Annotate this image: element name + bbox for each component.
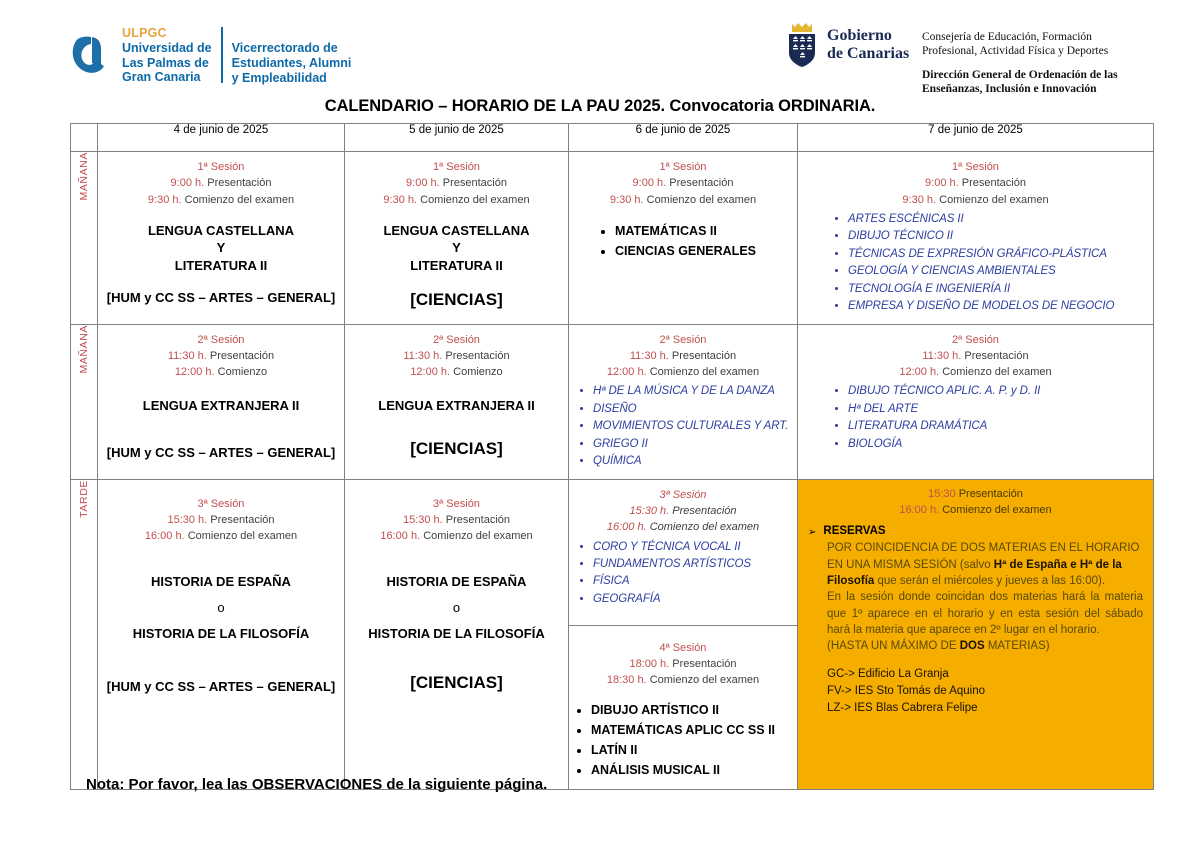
session-label-1: Presentación [672,505,737,518]
session-name: 3ª Sesión [197,497,245,510]
modality-tag: [HUM y CC SS – ARTES – GENERAL] [106,678,336,694]
row-label-manana-1 [71,152,98,325]
session-name: 4ª Sesión [659,641,707,654]
table-row-session-2 [71,324,1154,479]
subject-list-item: • GRIEGO II [593,436,791,453]
ulpgc-name-line-2: Las Palmas de [122,55,209,70]
ulpgc-unit-line-1: Vicerrectorado de [231,41,338,55]
gobierno-name-line-2: de Canarias [827,45,910,62]
session-label-1: Presentación [209,349,275,362]
subject-list-item: • LATÍN II [591,740,791,760]
subject-line-3: LITERATURA II [410,257,503,273]
reservas-p1-part-c: que serán el miércoles y jueves a las 16:00). [874,574,1106,587]
reservas-title: RESERVAS [823,525,886,538]
gobierno-department-text [922,30,1118,97]
subject-list-item: • DIBUJO ARTÍSTICO II [591,700,791,720]
session-time-1: 11:30 h. [922,349,962,362]
session-time-1: 11:30 h. [629,349,669,362]
session-name: 1ª Sesión [952,161,999,173]
session-time-1: 11:30 h. [403,349,443,362]
cell-day3-session3-and-4 [569,479,798,789]
session-time-2: 16:00 h. [144,530,185,543]
session-label-2: Comienzo del examen [942,366,1052,379]
page-header [0,0,1200,98]
subcell-session-4 [569,626,797,789]
canarias-shield-icon [784,22,820,68]
subject-line-2: Y [452,240,461,256]
ulpgc-unit-line-3: y Empleabilidad [231,70,327,85]
reservas-paragraph-1 [827,540,1143,589]
subject-line-1: LENGUA EXTRANJERA II [142,398,300,414]
session-time-1: 9:00 h. [925,177,959,190]
session-label-2: Comienzo del examen [649,521,760,534]
session-time-1: 9:00 h. [632,177,667,190]
cell-day1-session2 [98,324,345,479]
ulpgc-logo-block [68,26,351,85]
session-label-2: Comienzo del examen [649,366,760,379]
row-label-text: TARDE [78,479,90,518]
session-name: 3ª Sesión [433,497,480,510]
reservas-p3-part-c: MATERIAS) [984,640,1050,653]
subject-line-1: LENGUA EXTRANJERA II [378,398,535,414]
subject-list-item: • FÍSICA [593,573,791,590]
column-header-day-3: 6 de junio de 2025 [569,124,798,152]
modality-tag: [HUM y CC SS – ARTES – GENERAL] [106,290,336,306]
session-label-1: Presentación [961,177,1026,190]
session-name: 1ª Sesión [433,161,480,173]
cell-day1-session3 [98,479,345,789]
subject-list-item: • MATEMÁTICAS APLIC CC SS II [591,720,791,740]
corner-cell [71,124,98,152]
cell-day1-session1 [98,152,345,325]
subject-list-item: • ANÁLISIS MUSICAL II [591,760,791,780]
row-label-manana-2 [71,324,98,479]
session-time-2: 9:30 h. [383,193,418,206]
consejeria-line-2: Profesional, Actividad Física y Deportes [922,45,1109,58]
subject-line-1: HISTORIA DE ESPAÑA [386,573,527,589]
reservas-p1-bold: Hª de España e Hª de la Filosofía [827,558,1122,587]
session-name: 2ª Sesión [433,333,480,346]
session-label-1: Presentación [445,514,511,527]
session-label-1: Presentación [445,349,510,362]
reservas-paragraph-3 [827,638,1143,654]
page-title: CALENDARIO – HORARIO DE LA PAU 2025. Convocatoria ORDINARIA. [324,97,876,115]
cell-day4-session1 [798,152,1154,325]
subject-line-2: o [452,599,461,615]
session-time-2: 12:00 h. [899,366,940,379]
session-name: 2ª Sesión [659,333,707,346]
session-time-2: 12:00 h. [174,366,215,379]
ulpgc-unit-line-2: Estudiantes, Alumni [231,55,352,70]
arrow-bullet-icon: ➢ [808,527,817,539]
ulpgc-name-line-3: Gran Canaria [122,70,201,85]
session-time-1: 11:30 h. [167,349,207,362]
session-label-1: Presentación [210,514,275,527]
ulpgc-name-line-1: Universidad de [122,40,212,55]
subject-list-item: • MOVIMIENTOS CULTURALES Y ART. [593,418,791,435]
subject-list-item: • CORO Y TÉCNICA VOCAL II [593,539,791,556]
pau-calendar-table [70,123,1154,790]
session-label-2: Comienzo del examen [942,504,1052,517]
subject-list-item: • MATEMÁTICAS II [615,221,791,241]
subject-list-item: • GEOLOGÍA Y CIENCIAS AMBIENTALES [848,263,1147,280]
subject-list-item: • TECNOLOGÍA E INGENIERÍA II [848,281,1147,298]
subject-list-item: • BIOLOGÍA [848,436,1147,453]
session-name: 2ª Sesión [952,333,999,346]
cell-day4-reservas [798,479,1154,789]
modality-tag: [HUM y CC SS – ARTES – GENERAL] [106,444,336,460]
subject-line-3: HISTORIA DE LA FILOSOFÍA [132,625,310,641]
table-row-session-1 [71,152,1154,325]
session-label-2: Comienzo del examen [420,193,530,206]
session-time-2: 16:00 h. [899,504,940,517]
session-time-1: 15:30 [928,487,956,500]
ulpgc-divider [221,27,223,83]
session-time-1: 15:30 h. [167,514,208,527]
subject-list-item: • DIBUJO TÉCNICO II [848,228,1147,245]
row-label-tarde [71,479,98,789]
subject-list-item: • DIBUJO TÉCNICO APLIC. A. P. y D. II [848,383,1147,400]
session-label-1: Presentación [442,177,507,190]
session-label-1: Presentación [207,177,272,190]
subject-line-2: Y [216,240,226,256]
modality-tag: [CIENCIAS] [410,438,503,458]
cell-day2-session2 [345,324,569,479]
modality-tag: [CIENCIAS] [410,672,503,692]
session-time-2: 16:00 h. [606,521,647,534]
subcell-session-3 [569,480,797,626]
reservas-paragraph-2: En la sesión donde coincidan dos materias hará la materia que 1º aparece en el horario y en esta sesión del sábado hará la materia que aparece en 2º lugar en el horario. [827,591,1143,636]
session-time-2: 9:30 h. [609,193,644,206]
subject-list-item: • GEOGRAFÍA [593,591,791,608]
subject-list-item: • Hª DEL ARTE [848,401,1147,418]
row-label-text: MAÑANA [78,152,90,201]
subject-list-item: • LITERATURA DRAMÁTICA [848,418,1147,435]
cell-day3-session2 [569,324,798,479]
location-gran-canaria: GC-> Edificio La Granja [827,667,949,680]
ulpgc-acronym: ULPGC [122,26,167,40]
session-label-1: Presentación [958,487,1023,500]
cell-day4-session2 [798,324,1154,479]
session-label-1: Presentación [671,349,737,362]
subject-line-2: o [217,599,225,615]
row-label-text: MAÑANA [78,324,90,374]
direccion-general-line-2: Enseñanzas, Inclusión e Innovación [922,83,1097,96]
direccion-general-line-1: Dirección General de Ordenación de las [922,68,1118,81]
subject-list-item: • Hª DE LA MÚSICA Y DE LA DANZA [593,383,791,400]
subject-line-1: LENGUA CASTELLANA [147,222,295,238]
gobierno-name-line-1: Gobierno [827,27,892,45]
session-time-1: 15:30 h. [402,514,443,527]
cell-day2-session3 [345,479,569,789]
consejeria-line-1: Consejería de Educación, Formación [922,31,1092,43]
reservas-p3-bold: DOS [959,640,985,653]
reservas-p1-part-a: POR COINCIDENCIA DE DOS MATERIAS EN EL HORARIO EN UNA MISMA SESIÓN (salvo [827,542,1140,571]
session-label-2: Comienzo del examen [423,530,533,543]
ulpgc-logo-icon [68,33,114,79]
subject-list-item: • TÉCNICAS DE EXPRESIÓN GRÁFICO-PLÁSTICA [848,246,1147,263]
subject-list-item: • FUNDAMENTOS ARTÍSTICOS [593,556,791,573]
location-fuerteventura: FV-> IES Sto Tomás de Aquino [827,684,986,697]
session-label-2: Comienzo del examen [184,193,295,206]
session-label-2: Comienzo del examen [187,530,298,543]
session-time-2: 18:30 h. [606,674,647,687]
column-header-day-2: 5 de junio de 2025 [345,124,569,152]
session-label-2: Comienzo del examen [939,193,1049,206]
subject-line-3: HISTORIA DE LA FILOSOFÍA [368,625,545,641]
session-time-2: 9:30 h. [902,193,937,206]
footer-note: Nota: Por favor, lea las OBSERVACIONES de la siguiente página. [86,776,548,793]
table-row-session-3 [71,479,1154,789]
session-label-2: Comienzo del examen [646,193,757,206]
session-name: 3ª Sesión [659,488,707,501]
session-time-1: 9:00 h. [170,177,205,190]
session-time-2: 12:00 h. [606,366,647,379]
reservas-p3-part-a: (HASTA UN MÁXIMO DE [827,640,960,653]
session-time-2: 12:00 h. [410,366,451,379]
gobierno-canarias-logo-block [784,22,909,68]
session-label-2: Comienzo del examen [649,674,760,687]
cell-day3-session1 [569,152,798,325]
session-time-1: 15:30 h. [629,505,670,518]
session-label-2: Comienzo [217,366,268,379]
session-label-1: Presentación [672,658,737,671]
subject-list-item: • QUÍMICA [593,453,791,470]
column-header-day-1: 4 de junio de 2025 [98,124,345,152]
session-name: 2ª Sesión [197,333,245,346]
table-header-row [71,124,1154,152]
subject-list-item: • CIENCIAS GENERALES [615,241,791,261]
session-time-1: 9:00 h. [406,177,440,190]
session-time-1: 18:00 h. [629,658,670,671]
session-label-2: Comienzo [453,366,503,379]
subject-list-item: • DISEÑO [593,401,791,418]
cell-day2-session1 [345,152,569,325]
modality-tag: [CIENCIAS] [410,290,503,310]
session-label-1: Presentación [669,177,734,190]
session-time-2: 16:00 h. [380,530,421,543]
subject-line-3: LITERATURA II [174,257,268,273]
session-time-2: 9:30 h. [147,193,182,206]
subject-line-1: LENGUA CASTELLANA [383,222,530,238]
session-label-1: Presentación [964,349,1029,362]
subject-list-item: • ARTES ESCÉNICAS II [848,211,1147,228]
location-lanzarote: LZ-> IES Blas Cabrera Felipe [827,702,978,715]
column-header-day-4: 7 de junio de 2025 [798,124,1154,152]
session-name: 1ª Sesión [197,161,245,173]
subject-list-item: • EMPRESA Y DISEÑO DE MODELOS DE NEGOCIO [848,298,1147,315]
subject-line-1: HISTORIA DE ESPAÑA [151,573,291,589]
session-name: 1ª Sesión [659,161,707,173]
